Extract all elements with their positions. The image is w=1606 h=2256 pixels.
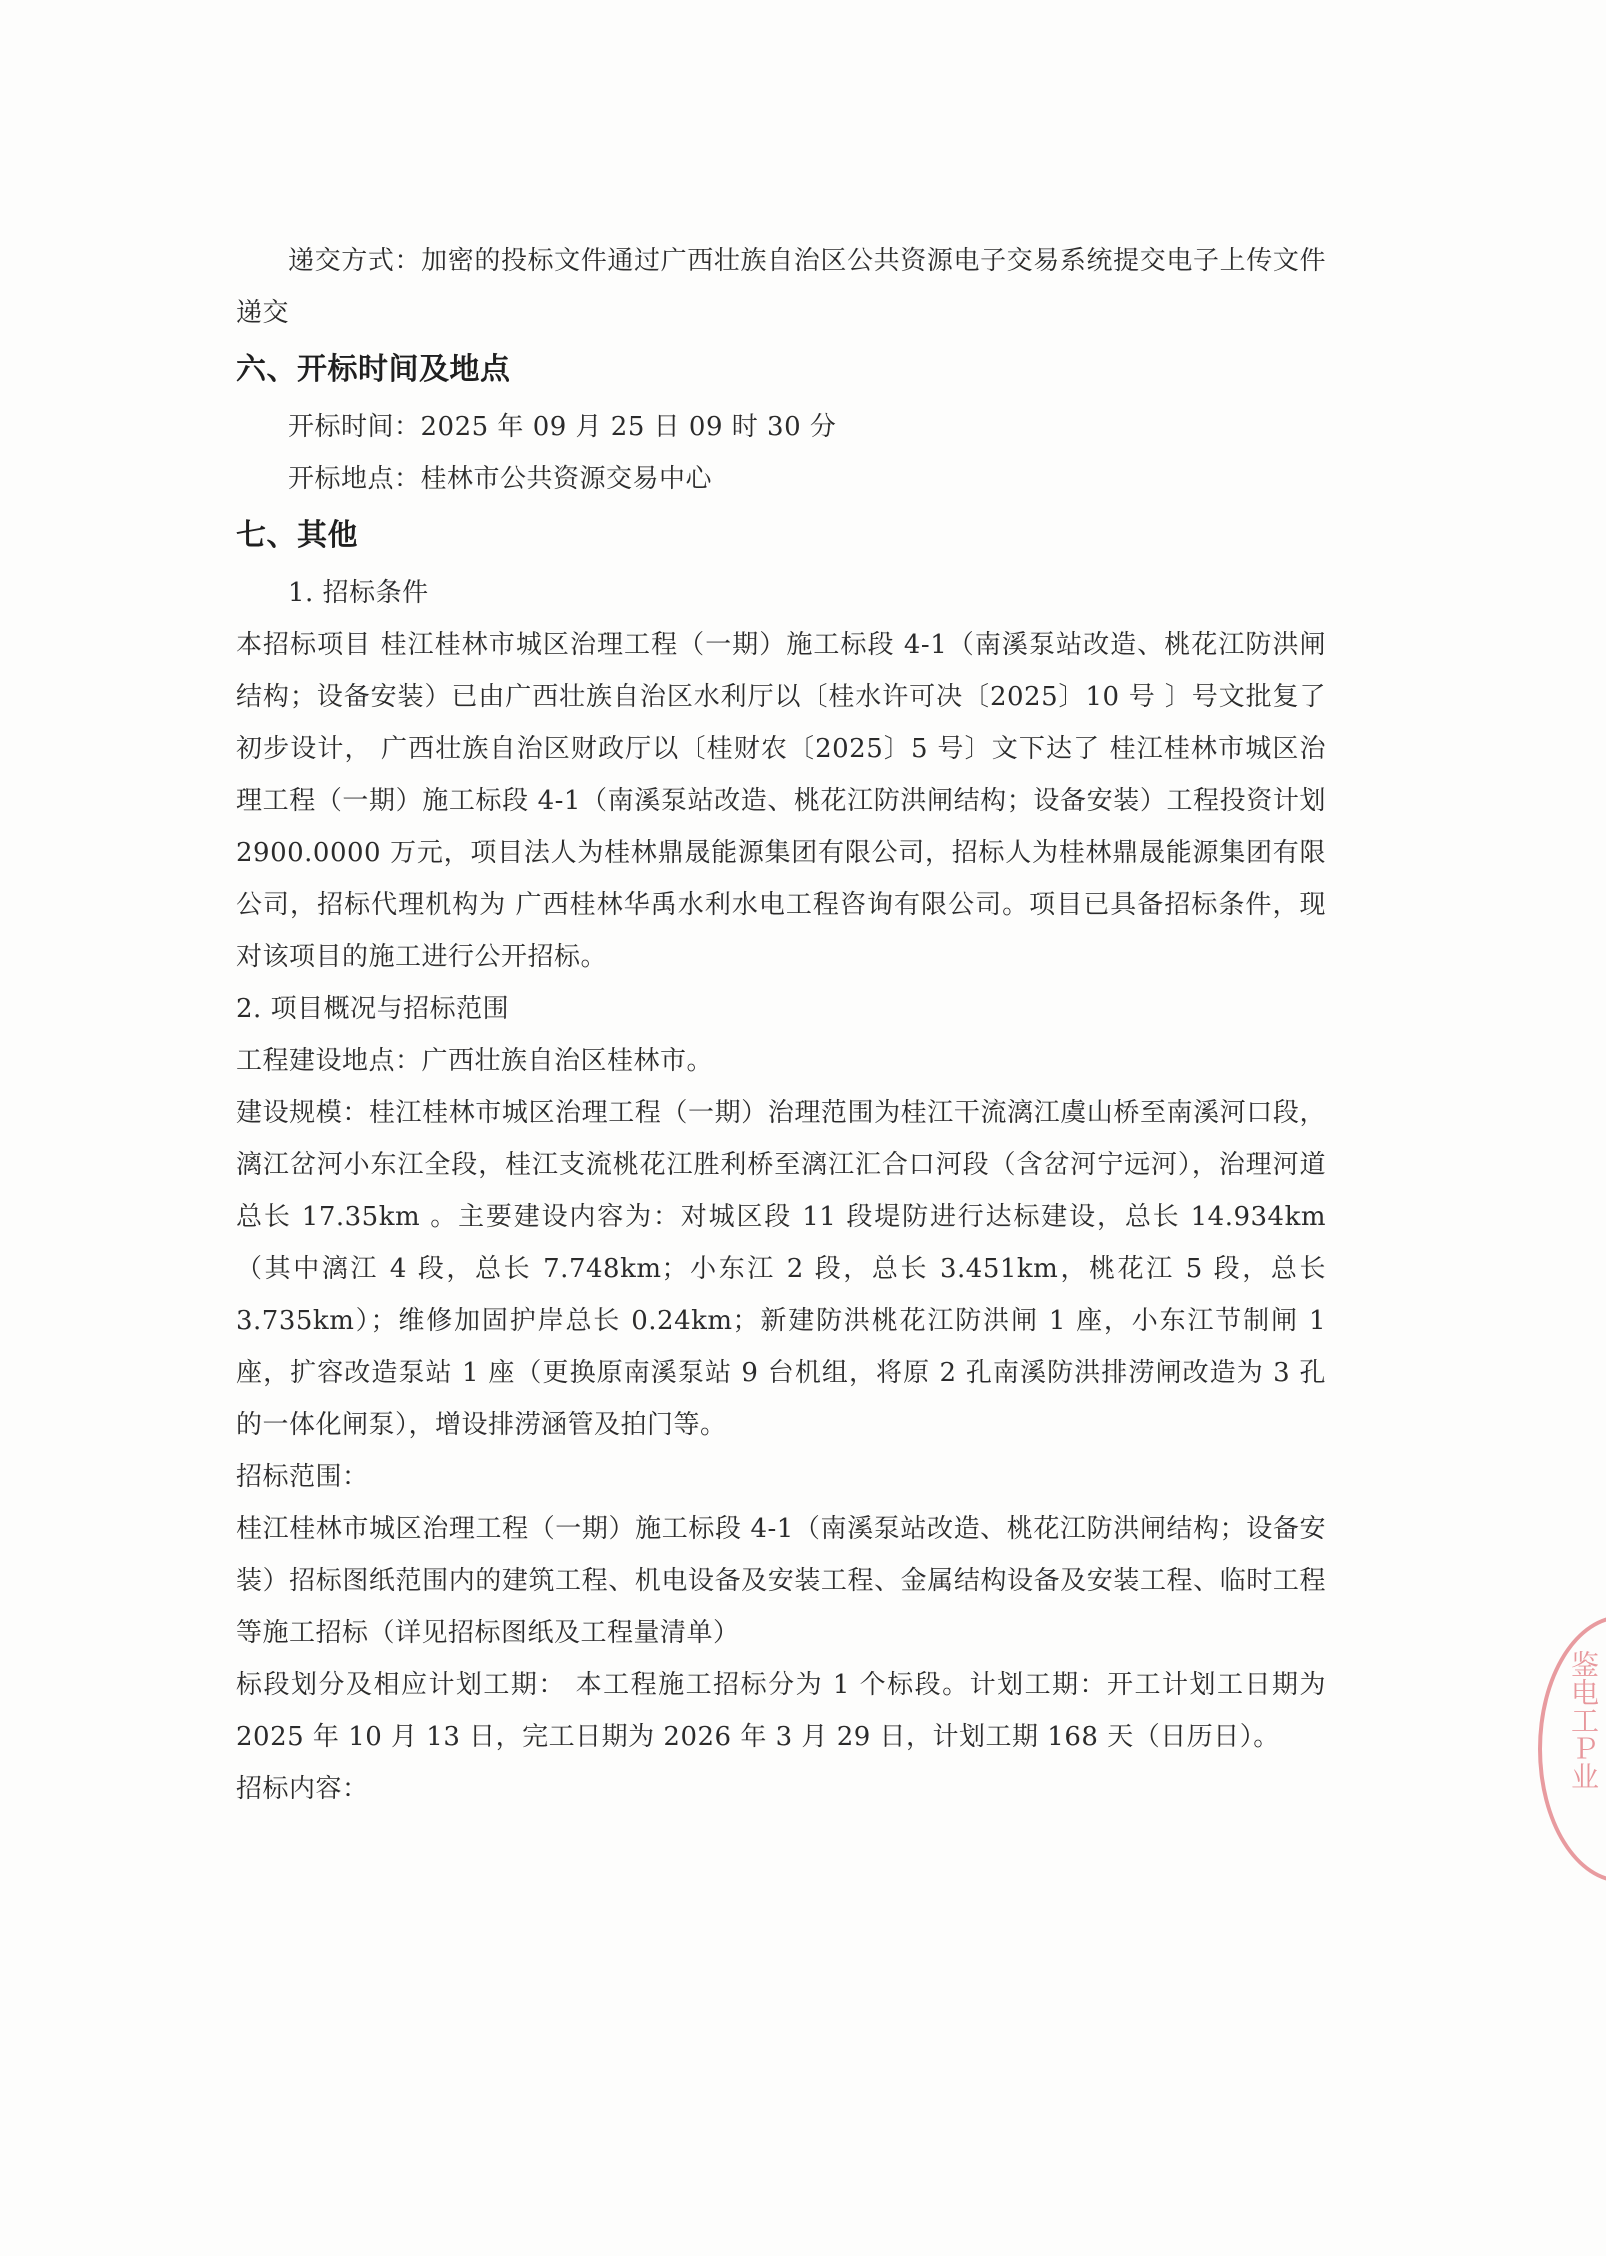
tender-content-label: 招标内容： <box>236 1774 369 1804</box>
subsection-1-title: 1. 招标条件 <box>288 578 429 608</box>
section-heading-6: 六、开标时间及地点 <box>236 352 511 387</box>
seal-text: 鉴电工Ｐ业 <box>1567 1650 1600 1790</box>
tender-scope: 桂江桂林市城区治理工程（一期）施工标段 4-1（南溪泵站改造、桃花江防洪闸结构；设备安装）招标图纸范围内的建筑工程、机电设备及安装工程、金属结构设备及安装工程、临时工程等施工招标（详见招标图纸及工程量清单） <box>236 1514 1326 1648</box>
construction-scale: 建设规模：桂江桂林市城区治理工程（一期）治理范围为桂江干流漓江虞山桥至南溪河口段，漓江岔河小东江全段，桂江支流桃花江胜利桥至漓江汇合口河段（含岔河宁远河），治理河道总长 17.35km 。主要建设内容为：对城区段 11 段堤防进行达标建设，总长 14.934km（其中漓江 4 段，总长 7.748km；小东江 2 段，总长 3.451km，桃花江 5 段，总长 3.735km）；维修加固护岸总长 0.24km；新建防洪桃花江防洪闸 1 座，小东江节制闸 1 座，扩容改造泵站 1 座（更换原南溪泵站 9 台机组，将原 2 孔南溪防洪排涝闸改造为 3 孔的一体化闸泵），增设排涝涵管及拍门等。 <box>236 1098 1326 1440</box>
opening-place: 开标地点：桂林市公共资源交易中心 <box>288 464 713 494</box>
schedule-paragraph: 标段划分及相应计划工期： 本工程施工招标分为 1 个标段。计划工期：开工计划工日期为 2025 年 10 月 13 日，完工日期为 2026 年 3 月 29 日，计划工期 168 天（日历日）。 <box>236 1670 1326 1752</box>
construction-site: 工程建设地点：广西壮族自治区桂林市。 <box>236 1046 714 1076</box>
document-body <box>236 235 1326 1815</box>
submission-method: 递交方式：加密的投标文件通过广西壮族自治区公共资源电子交易系统提交电子上传文件递交 <box>236 246 1326 328</box>
section-heading-7: 七、其他 <box>236 518 358 553</box>
tender-conditions-paragraph: 本招标项目 桂江桂林市城区治理工程（一期）施工标段 4-1（南溪泵站改造、桃花江防洪闸结构；设备安装）已由广西壮族自治区水利厅以〔桂水许可决〔2025〕10 号 〕号文批复了初步设计， 广西壮族自治区财政厅以〔桂财农〔2025〕5 号〕文下达了 桂江桂林市城区治理工程（一期）施工标段 4-1（南溪泵站改造、桃花江防洪闸结构；设备安装）工程投资计划 2900.0000 万元，项目法人为桂林鼎晟能源集团有限公司，招标人为桂林鼎晟能源集团有限公司，招标代理机构为 广西桂林华禹水利水电工程咨询有限公司。项目已具备招标条件，现对该项目的施工进行公开招标。 <box>236 630 1326 972</box>
subsection-2-title: 2. 项目概况与招标范围 <box>236 994 510 1024</box>
opening-time: 开标时间：2025 年 09 月 25 日 09 时 30 分 <box>288 412 837 442</box>
tender-scope-label: 招标范围： <box>236 1462 369 1492</box>
